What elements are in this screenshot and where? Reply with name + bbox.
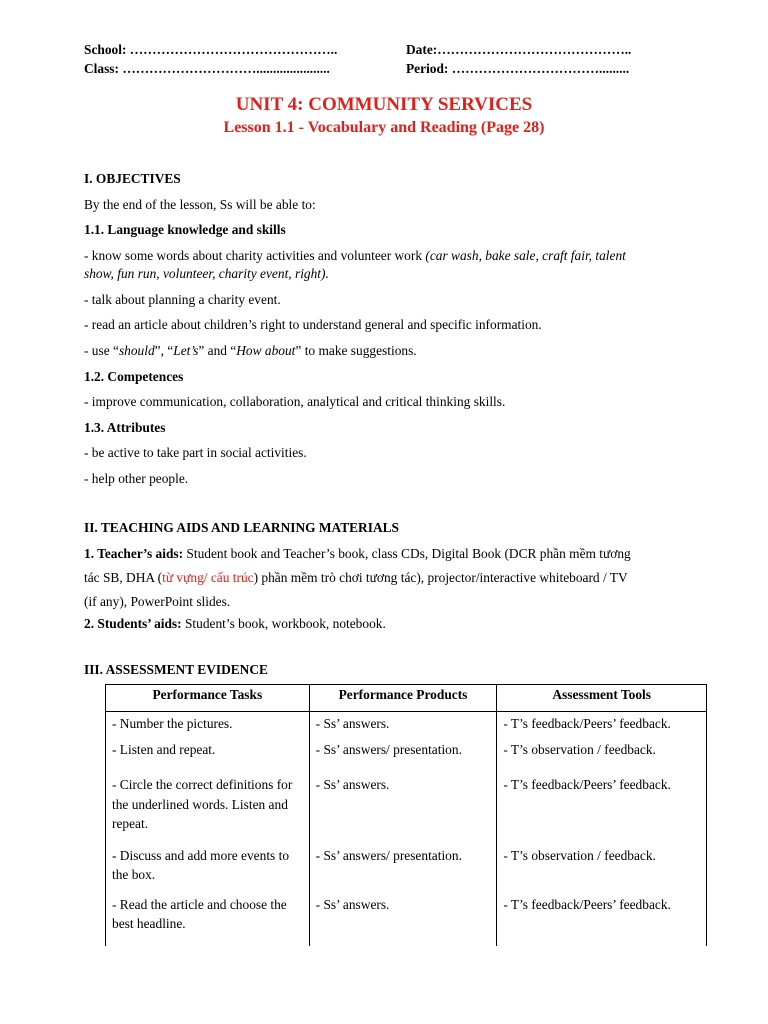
assessment-table	[105, 684, 707, 946]
assessment-heading: III. ASSESSMENT EVIDENCE	[84, 662, 268, 677]
know-examples-2: show, fun run, volunteer, charity event, right).	[84, 266, 329, 281]
table-cell: - Ss’ answers.	[309, 712, 497, 738]
table-row	[106, 844, 707, 893]
use-mid2: ” and “	[198, 343, 237, 358]
use-prefix: - use “	[84, 343, 119, 358]
table-cell: - T’s observation / feedback.	[497, 844, 707, 893]
class-label: Class:	[84, 61, 119, 76]
date-field	[406, 42, 631, 58]
language-knowledge-heading: 1.1. Language knowledge and skills	[84, 222, 286, 237]
table-row	[106, 712, 707, 738]
teacher-aids-line2	[84, 570, 628, 586]
unit-title: UNIT 4: COMMUNITY SERVICES	[235, 94, 533, 115]
table-cell: - Ss’ answers.	[309, 773, 497, 844]
know-prefix: - know some words about charity activities and volunteer work	[84, 248, 426, 263]
period-field	[406, 61, 629, 77]
use-should: should	[118, 343, 155, 358]
column-header: Assessment Tools	[497, 685, 707, 712]
teacher-aids-label: 1. Teacher’s aids:	[84, 546, 184, 561]
use-mid1: ”, “	[154, 343, 174, 358]
teacher-aids-text-2b: ) phần mềm trò chơi tương tác), projector/interactive whiteboard / TV	[253, 570, 628, 585]
school-label: School:	[84, 42, 127, 57]
period-label: Period:	[406, 61, 449, 76]
table-cell: - T’s feedback/Peers’ feedback.	[497, 893, 707, 946]
objective-talk: - talk about planning a charity event.	[84, 292, 281, 307]
table-cell: - Ss’ answers/ presentation.	[309, 738, 497, 774]
table-row	[106, 738, 707, 774]
teacher-aids-highlight: từ vựng/ cấu trúc	[162, 570, 254, 585]
school-field	[84, 42, 337, 58]
table-cell: - Circle the correct definitions for the underlined words. Listen and repeat.	[106, 773, 310, 844]
class-field	[84, 61, 330, 77]
table-cell: - Number the pictures.	[106, 712, 310, 738]
table-cell: - T’s feedback/Peers’ feedback.	[497, 773, 707, 844]
students-aids-line	[84, 616, 386, 632]
period-dots: …………………………….........	[451, 61, 630, 76]
date-label: Date:	[406, 42, 438, 57]
date-dots: ……………………………………..	[437, 42, 632, 57]
table-header-row	[106, 685, 707, 712]
attribute-1: - be active to take part in social activities.	[84, 445, 307, 460]
column-header: Performance Products	[309, 685, 497, 712]
competences-text: - improve communication, collaboration, analytical and critical thinking skills.	[84, 394, 506, 409]
attribute-2: - help other people.	[84, 471, 189, 486]
table-cell: - Read the article and choose the best headline.	[106, 893, 310, 946]
competences-heading: 1.2. Competences	[84, 369, 184, 384]
teaching-aids-heading: II. TEACHING AIDS AND LEARNING MATERIALS	[84, 520, 399, 535]
use-suffix: ” to make suggestions.	[295, 343, 417, 358]
class-dots: …………………………......................	[122, 61, 330, 76]
attributes-heading: 1.3. Attributes	[84, 420, 166, 435]
table-cell: - Discuss and add more events to the box.	[106, 844, 310, 893]
table-row	[106, 773, 707, 844]
table-cell: - Ss’ answers/ presentation.	[309, 844, 497, 893]
table-cell: - T’s feedback/Peers’ feedback.	[497, 712, 707, 738]
objective-read: - read an article about children’s right to understand general and specific information.	[84, 317, 542, 332]
teacher-aids-line1	[84, 546, 631, 562]
students-aids-text: Student’s book, workbook, notebook.	[181, 616, 386, 631]
use-lets: Let’s	[173, 343, 199, 358]
students-aids-label: 2. Students’ aids:	[84, 616, 182, 631]
lesson-title: Lesson 1.1 - Vocabulary and Reading (Page 28)	[223, 119, 545, 136]
objectives-intro: By the end of the lesson, Ss will be able to:	[84, 197, 316, 212]
table-row	[106, 893, 707, 946]
table-cell: - Listen and repeat.	[106, 738, 310, 774]
objective-use	[84, 343, 417, 359]
use-how-about: How about	[236, 343, 296, 358]
objectives-heading: I. OBJECTIVES	[84, 171, 181, 186]
objective-know-line1	[84, 248, 626, 264]
table-cell: - Ss’ answers.	[309, 893, 497, 946]
table-cell: - T’s observation / feedback.	[497, 738, 707, 774]
teacher-aids-text-1: Student book and Teacher’s book, class CDs, Digital Book (DCR phần mềm tương	[183, 546, 631, 561]
know-examples-1: (car wash, bake sale, craft fair, talent	[425, 248, 626, 263]
teacher-aids-text-3: (if any), PowerPoint slides.	[84, 594, 231, 609]
teacher-aids-text-2a: tác SB, DHA (	[84, 570, 163, 585]
column-header: Performance Tasks	[106, 685, 310, 712]
school-dots: ………………………………………..	[129, 42, 338, 57]
